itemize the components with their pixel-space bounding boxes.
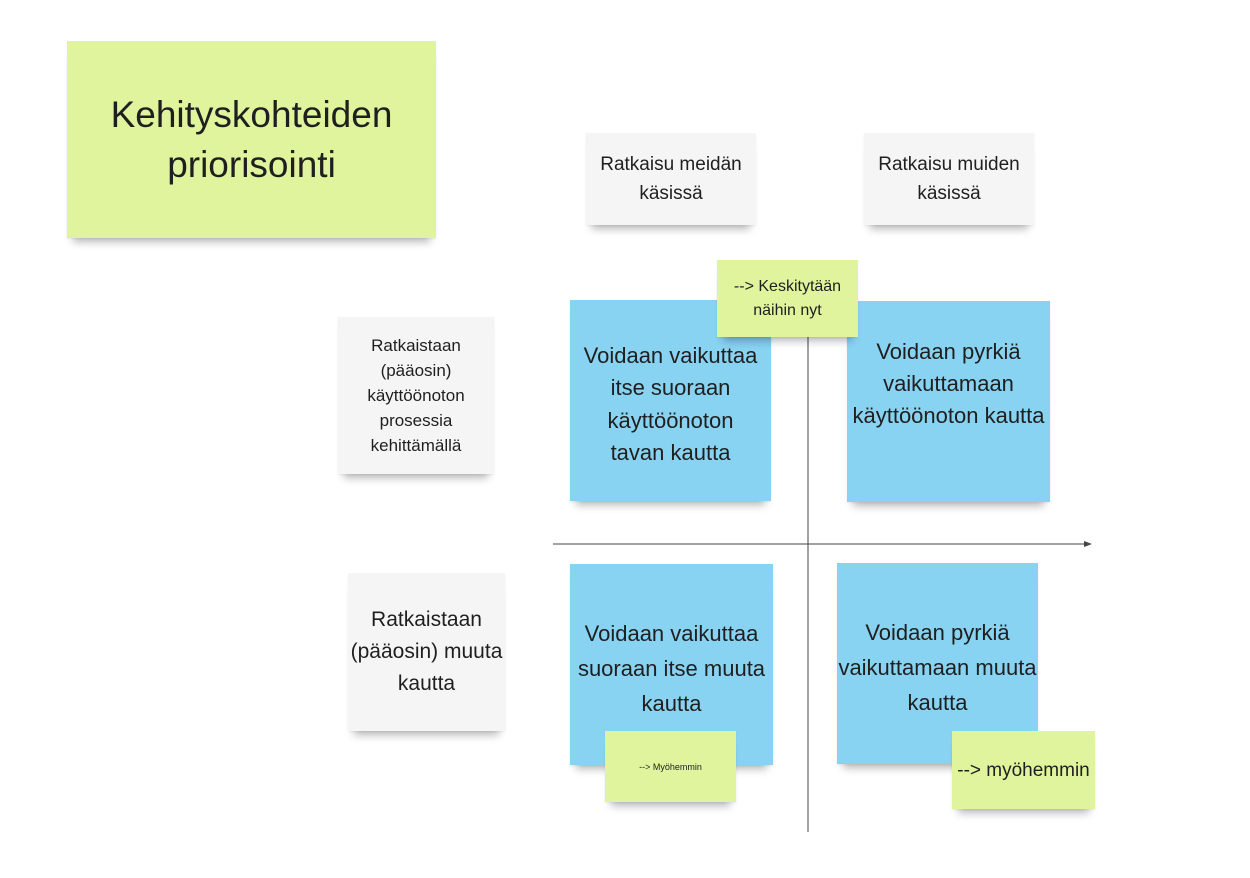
column-header-own-text: Ratkaisu meidän käsissä — [600, 154, 742, 204]
quadrant-top-left-text: Voidaan vaikuttaa itse suoraan käyttöönoton tavan kautta — [583, 342, 758, 465]
row-header-other-way[interactable] — [348, 573, 505, 731]
row-header-process[interactable] — [338, 317, 494, 474]
quadrant-top-right-text: Voidaan pyrkiä vaikuttamaan käyttöönoton kautta — [852, 338, 1045, 428]
title-text: Kehityskohteiden priorisointi — [110, 93, 393, 185]
row-header-other-text: Ratkaistaan (pääosin) muuta kautta — [350, 608, 503, 695]
quadrant-bottom-left-text: Voidaan vaikuttaa suoraan itse muuta kautta — [577, 621, 766, 716]
quadrant-top-right-note[interactable] — [847, 301, 1050, 502]
row-header-process-text: Ratkaistaan (pääosin) käyttöönoton prosessia kehittämällä — [367, 336, 465, 455]
column-header-own-hands[interactable] — [586, 133, 756, 225]
later-tag-bottom-left[interactable] — [605, 731, 736, 802]
focus-now-text: --> Keskitytään näihin nyt — [733, 277, 842, 319]
later-tag-bottom-right[interactable] — [952, 731, 1095, 809]
column-header-others-hands[interactable] — [864, 133, 1034, 225]
later-bottom-left-text: --> Myöhemmin — [639, 761, 702, 772]
column-header-other-text: Ratkaisu muiden käsissä — [878, 154, 1020, 204]
later-bottom-right-text: --> myöhemmin — [957, 759, 1090, 781]
focus-now-tag[interactable] — [717, 260, 858, 337]
quadrant-bottom-right-text: Voidaan pyrkiä vaikuttamaan muuta kautta — [838, 620, 1037, 715]
title-sticky-note[interactable] — [67, 41, 436, 238]
